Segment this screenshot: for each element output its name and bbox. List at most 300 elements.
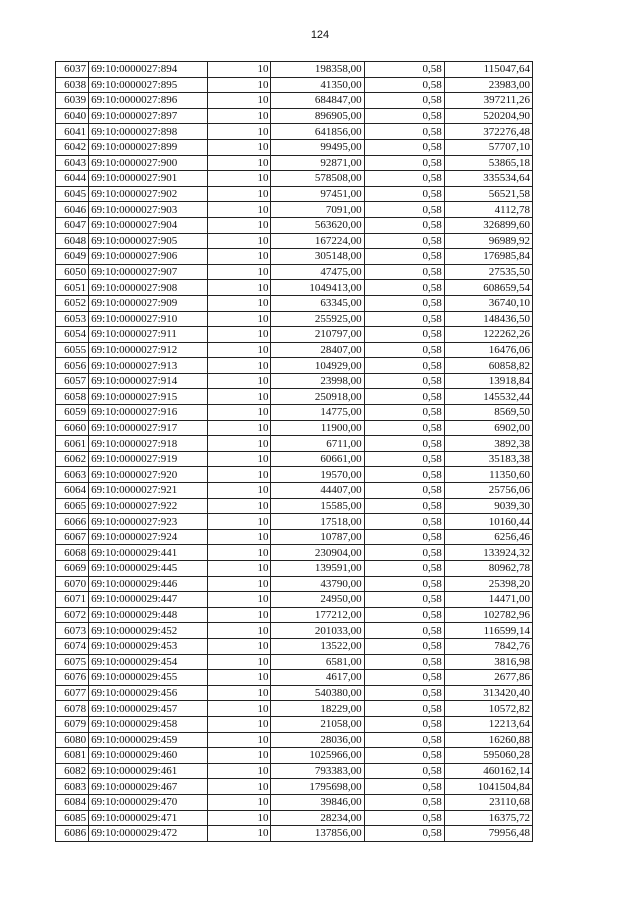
rate-cell: 10 [208, 779, 271, 795]
rate-cell: 10 [208, 483, 271, 499]
table-row [56, 327, 533, 343]
amount-cell: 116599,14 [444, 623, 532, 639]
rate-cell: 10 [208, 826, 271, 842]
rate-cell: 10 [208, 732, 271, 748]
rate-cell: 10 [208, 77, 271, 93]
row-number-cell: 6065 [56, 498, 89, 514]
coefficient-cell: 0,58 [364, 436, 444, 452]
rate-cell: 10 [208, 498, 271, 514]
coefficient-cell: 0,58 [364, 295, 444, 311]
rate-cell: 10 [208, 405, 271, 421]
rate-cell: 10 [208, 576, 271, 592]
amount-cell: 53865,18 [444, 155, 532, 171]
cadastral-value-cell: 28234,00 [271, 810, 364, 826]
coefficient-cell: 0,58 [364, 467, 444, 483]
table-row [56, 311, 533, 327]
cadastral-number-cell: 69:10:0000027:897 [89, 108, 208, 124]
cadastral-value-cell: 250918,00 [271, 389, 364, 405]
coefficient-cell: 0,58 [364, 342, 444, 358]
cadastral-number-cell: 69:10:0000027:922 [89, 498, 208, 514]
table-row [56, 529, 533, 545]
table-row [56, 62, 533, 78]
coefficient-cell: 0,58 [364, 280, 444, 296]
cadastral-value-cell: 540380,00 [271, 685, 364, 701]
table-row [56, 124, 533, 140]
table-row [56, 670, 533, 686]
rate-cell: 10 [208, 607, 271, 623]
amount-cell: 56521,58 [444, 186, 532, 202]
cadastral-number-cell: 69:10:0000029:445 [89, 561, 208, 577]
table-row [56, 545, 533, 561]
row-number-cell: 6049 [56, 249, 89, 265]
row-number-cell: 6059 [56, 405, 89, 421]
row-number-cell: 6051 [56, 280, 89, 296]
rate-cell: 10 [208, 389, 271, 405]
rate-cell: 10 [208, 561, 271, 577]
cadastral-number-cell: 69:10:0000029:446 [89, 576, 208, 592]
coefficient-cell: 0,58 [364, 607, 444, 623]
amount-cell: 7842,76 [444, 638, 532, 654]
table-row [56, 732, 533, 748]
coefficient-cell: 0,58 [364, 685, 444, 701]
amount-cell: 133924,32 [444, 545, 532, 561]
amount-cell: 1041504,84 [444, 779, 532, 795]
cadastral-number-cell: 69:10:0000027:919 [89, 451, 208, 467]
table-row [56, 763, 533, 779]
coefficient-cell: 0,58 [364, 420, 444, 436]
table-row [56, 389, 533, 405]
cadastral-number-cell: 69:10:0000027:901 [89, 171, 208, 187]
row-number-cell: 6054 [56, 327, 89, 343]
table-row [56, 249, 533, 265]
cadastral-value-cell: 60661,00 [271, 451, 364, 467]
cadastral-value-cell: 13522,00 [271, 638, 364, 654]
cadastral-number-cell: 69:10:0000029:461 [89, 763, 208, 779]
rate-cell: 10 [208, 592, 271, 608]
table-row [56, 217, 533, 233]
amount-cell: 25398,20 [444, 576, 532, 592]
rate-cell: 10 [208, 124, 271, 140]
table-row [56, 623, 533, 639]
table-row [56, 420, 533, 436]
row-number-cell: 6053 [56, 311, 89, 327]
coefficient-cell: 0,58 [364, 139, 444, 155]
row-number-cell: 6058 [56, 389, 89, 405]
row-number-cell: 6073 [56, 623, 89, 639]
rate-cell: 10 [208, 810, 271, 826]
cadastral-value-cell: 28036,00 [271, 732, 364, 748]
table-row [56, 264, 533, 280]
table-row [56, 139, 533, 155]
row-number-cell: 6085 [56, 810, 89, 826]
rate-cell: 10 [208, 62, 271, 78]
row-number-cell: 6072 [56, 607, 89, 623]
row-number-cell: 6060 [56, 420, 89, 436]
amount-cell: 14471,00 [444, 592, 532, 608]
rate-cell: 10 [208, 202, 271, 218]
rate-cell: 10 [208, 436, 271, 452]
cadastral-value-cell: 167224,00 [271, 233, 364, 249]
coefficient-cell: 0,58 [364, 654, 444, 670]
row-number-cell: 6044 [56, 171, 89, 187]
cadastral-number-cell: 69:10:0000029:471 [89, 810, 208, 826]
table-row [56, 514, 533, 530]
rate-cell: 10 [208, 233, 271, 249]
cadastral-value-cell: 63345,00 [271, 295, 364, 311]
table-row [56, 93, 533, 109]
table-row [56, 233, 533, 249]
table-row [56, 779, 533, 795]
cadastral-value-cell: 1025966,00 [271, 748, 364, 764]
amount-cell: 148436,50 [444, 311, 532, 327]
cadastral-value-cell: 7091,00 [271, 202, 364, 218]
cadastral-number-cell: 69:10:0000029:453 [89, 638, 208, 654]
cadastral-value-cell: 578508,00 [271, 171, 364, 187]
table-row [56, 280, 533, 296]
cadastral-value-cell: 198358,00 [271, 62, 364, 78]
amount-cell: 35183,38 [444, 451, 532, 467]
cadastral-value-cell: 44407,00 [271, 483, 364, 499]
amount-cell: 313420,40 [444, 685, 532, 701]
cadastral-number-cell: 69:10:0000029:452 [89, 623, 208, 639]
coefficient-cell: 0,58 [364, 249, 444, 265]
table-row [56, 498, 533, 514]
amount-cell: 460162,14 [444, 763, 532, 779]
cadastral-value-cell: 99495,00 [271, 139, 364, 155]
row-number-cell: 6047 [56, 217, 89, 233]
row-number-cell: 6062 [56, 451, 89, 467]
rate-cell: 10 [208, 670, 271, 686]
table-row [56, 467, 533, 483]
rate-cell: 10 [208, 529, 271, 545]
rate-cell: 10 [208, 280, 271, 296]
table-row [56, 576, 533, 592]
coefficient-cell: 0,58 [364, 810, 444, 826]
cadastral-value-cell: 6581,00 [271, 654, 364, 670]
table-row [56, 358, 533, 374]
amount-cell: 23110,68 [444, 794, 532, 810]
cadastral-number-cell: 69:10:0000027:902 [89, 186, 208, 202]
rate-cell: 10 [208, 186, 271, 202]
rate-cell: 10 [208, 451, 271, 467]
table-row [56, 794, 533, 810]
cadastral-number-cell: 69:10:0000027:913 [89, 358, 208, 374]
table-row [56, 607, 533, 623]
cadastral-number-cell: 69:10:0000027:912 [89, 342, 208, 358]
cadastral-value-cell: 47475,00 [271, 264, 364, 280]
rate-cell: 10 [208, 139, 271, 155]
cadastral-value-cell: 14775,00 [271, 405, 364, 421]
row-number-cell: 6045 [56, 186, 89, 202]
cadastral-value-cell: 139591,00 [271, 561, 364, 577]
table-row [56, 561, 533, 577]
cadastral-value-cell: 137856,00 [271, 826, 364, 842]
amount-cell: 102782,96 [444, 607, 532, 623]
cadastral-number-cell: 69:10:0000029:472 [89, 826, 208, 842]
cadastral-number-cell: 69:10:0000027:896 [89, 93, 208, 109]
coefficient-cell: 0,58 [364, 592, 444, 608]
table-row [56, 592, 533, 608]
cadastral-value-cell: 11900,00 [271, 420, 364, 436]
rate-cell: 10 [208, 249, 271, 265]
amount-cell: 397211,26 [444, 93, 532, 109]
cadastral-number-cell: 69:10:0000029:460 [89, 748, 208, 764]
cadastral-value-cell: 305148,00 [271, 249, 364, 265]
cadastral-number-cell: 69:10:0000027:920 [89, 467, 208, 483]
registry-table [55, 61, 533, 842]
row-number-cell: 6043 [56, 155, 89, 171]
table-row [56, 373, 533, 389]
cadastral-value-cell: 15585,00 [271, 498, 364, 514]
cadastral-number-cell: 69:10:0000027:906 [89, 249, 208, 265]
coefficient-cell: 0,58 [364, 389, 444, 405]
amount-cell: 16375,72 [444, 810, 532, 826]
amount-cell: 80962,78 [444, 561, 532, 577]
cadastral-value-cell: 201033,00 [271, 623, 364, 639]
coefficient-cell: 0,58 [364, 529, 444, 545]
rate-cell: 10 [208, 701, 271, 717]
rate-cell: 10 [208, 420, 271, 436]
row-number-cell: 6050 [56, 264, 89, 280]
table-row [56, 202, 533, 218]
coefficient-cell: 0,58 [364, 264, 444, 280]
cadastral-number-cell: 69:10:0000029:448 [89, 607, 208, 623]
row-number-cell: 6061 [56, 436, 89, 452]
row-number-cell: 6081 [56, 748, 89, 764]
row-number-cell: 6066 [56, 514, 89, 530]
amount-cell: 23983,00 [444, 77, 532, 93]
coefficient-cell: 0,58 [364, 217, 444, 233]
table-row [56, 295, 533, 311]
amount-cell: 145532,44 [444, 389, 532, 405]
table-row [56, 638, 533, 654]
amount-cell: 12213,64 [444, 716, 532, 732]
cadastral-value-cell: 104929,00 [271, 358, 364, 374]
amount-cell: 10160,44 [444, 514, 532, 530]
amount-cell: 16260,88 [444, 732, 532, 748]
amount-cell: 115047,64 [444, 62, 532, 78]
coefficient-cell: 0,58 [364, 233, 444, 249]
coefficient-cell: 0,58 [364, 62, 444, 78]
cadastral-number-cell: 69:10:0000027:908 [89, 280, 208, 296]
cadastral-value-cell: 92871,00 [271, 155, 364, 171]
cadastral-number-cell: 69:10:0000027:924 [89, 529, 208, 545]
cadastral-number-cell: 69:10:0000029:457 [89, 701, 208, 717]
rate-cell: 10 [208, 748, 271, 764]
coefficient-cell: 0,58 [364, 498, 444, 514]
table-row [56, 155, 533, 171]
cadastral-number-cell: 69:10:0000027:910 [89, 311, 208, 327]
coefficient-cell: 0,58 [364, 638, 444, 654]
row-number-cell: 6070 [56, 576, 89, 592]
coefficient-cell: 0,58 [364, 748, 444, 764]
cadastral-number-cell: 69:10:0000027:899 [89, 139, 208, 155]
table-row [56, 654, 533, 670]
rate-cell: 10 [208, 623, 271, 639]
cadastral-value-cell: 177212,00 [271, 607, 364, 623]
row-number-cell: 6071 [56, 592, 89, 608]
row-number-cell: 6040 [56, 108, 89, 124]
table-row [56, 810, 533, 826]
amount-cell: 4112,78 [444, 202, 532, 218]
coefficient-cell: 0,58 [364, 576, 444, 592]
amount-cell: 27535,50 [444, 264, 532, 280]
amount-cell: 326899,60 [444, 217, 532, 233]
row-number-cell: 6048 [56, 233, 89, 249]
cadastral-value-cell: 19570,00 [271, 467, 364, 483]
cadastral-value-cell: 10787,00 [271, 529, 364, 545]
rate-cell: 10 [208, 763, 271, 779]
coefficient-cell: 0,58 [364, 716, 444, 732]
cadastral-value-cell: 793383,00 [271, 763, 364, 779]
cadastral-number-cell: 69:10:0000027:895 [89, 77, 208, 93]
coefficient-cell: 0,58 [364, 124, 444, 140]
rate-cell: 10 [208, 311, 271, 327]
amount-cell: 8569,50 [444, 405, 532, 421]
coefficient-cell: 0,58 [364, 373, 444, 389]
cadastral-value-cell: 896905,00 [271, 108, 364, 124]
rate-cell: 10 [208, 264, 271, 280]
cadastral-number-cell: 69:10:0000027:905 [89, 233, 208, 249]
cadastral-value-cell: 6711,00 [271, 436, 364, 452]
row-number-cell: 6084 [56, 794, 89, 810]
coefficient-cell: 0,58 [364, 545, 444, 561]
amount-cell: 2677,86 [444, 670, 532, 686]
table-row [56, 186, 533, 202]
page-number: 124 [310, 29, 330, 41]
coefficient-cell: 0,58 [364, 451, 444, 467]
row-number-cell: 6041 [56, 124, 89, 140]
cadastral-number-cell: 69:10:0000029:470 [89, 794, 208, 810]
cadastral-number-cell: 69:10:0000027:915 [89, 389, 208, 405]
cadastral-value-cell: 255925,00 [271, 311, 364, 327]
amount-cell: 60858,82 [444, 358, 532, 374]
rate-cell: 10 [208, 794, 271, 810]
row-number-cell: 6037 [56, 62, 89, 78]
amount-cell: 122262,26 [444, 327, 532, 343]
amount-cell: 11350,60 [444, 467, 532, 483]
cadastral-value-cell: 210797,00 [271, 327, 364, 343]
coefficient-cell: 0,58 [364, 826, 444, 842]
rate-cell: 10 [208, 295, 271, 311]
amount-cell: 96989,92 [444, 233, 532, 249]
amount-cell: 520204,90 [444, 108, 532, 124]
coefficient-cell: 0,58 [364, 202, 444, 218]
coefficient-cell: 0,58 [364, 514, 444, 530]
rate-cell: 10 [208, 108, 271, 124]
amount-cell: 25756,06 [444, 483, 532, 499]
cadastral-number-cell: 69:10:0000029:458 [89, 716, 208, 732]
amount-cell: 9039,30 [444, 498, 532, 514]
rate-cell: 10 [208, 654, 271, 670]
amount-cell: 36740,10 [444, 295, 532, 311]
amount-cell: 176985,84 [444, 249, 532, 265]
cadastral-value-cell: 41350,00 [271, 77, 364, 93]
coefficient-cell: 0,58 [364, 171, 444, 187]
cadastral-number-cell: 69:10:0000027:903 [89, 202, 208, 218]
cadastral-number-cell: 69:10:0000029:456 [89, 685, 208, 701]
cadastral-value-cell: 563620,00 [271, 217, 364, 233]
coefficient-cell: 0,58 [364, 327, 444, 343]
row-number-cell: 6076 [56, 670, 89, 686]
row-number-cell: 6064 [56, 483, 89, 499]
coefficient-cell: 0,58 [364, 77, 444, 93]
coefficient-cell: 0,58 [364, 701, 444, 717]
row-number-cell: 6082 [56, 763, 89, 779]
row-number-cell: 6075 [56, 654, 89, 670]
cadastral-number-cell: 69:10:0000027:898 [89, 124, 208, 140]
rate-cell: 10 [208, 685, 271, 701]
table-row [56, 826, 533, 842]
rate-cell: 10 [208, 171, 271, 187]
row-number-cell: 6077 [56, 685, 89, 701]
coefficient-cell: 0,58 [364, 623, 444, 639]
cadastral-value-cell: 641856,00 [271, 124, 364, 140]
cadastral-number-cell: 69:10:0000029:459 [89, 732, 208, 748]
amount-cell: 79956,48 [444, 826, 532, 842]
cadastral-value-cell: 24950,00 [271, 592, 364, 608]
cadastral-number-cell: 69:10:0000027:918 [89, 436, 208, 452]
cadastral-value-cell: 97451,00 [271, 186, 364, 202]
table-row [56, 483, 533, 499]
cadastral-number-cell: 69:10:0000029:454 [89, 654, 208, 670]
cadastral-number-cell: 69:10:0000029:455 [89, 670, 208, 686]
row-number-cell: 6067 [56, 529, 89, 545]
coefficient-cell: 0,58 [364, 155, 444, 171]
row-number-cell: 6063 [56, 467, 89, 483]
table-row [56, 748, 533, 764]
cadastral-number-cell: 69:10:0000027:916 [89, 405, 208, 421]
rate-cell: 10 [208, 467, 271, 483]
table-row [56, 405, 533, 421]
coefficient-cell: 0,58 [364, 483, 444, 499]
cadastral-number-cell: 69:10:0000027:921 [89, 483, 208, 499]
row-number-cell: 6080 [56, 732, 89, 748]
amount-cell: 372276,48 [444, 124, 532, 140]
row-number-cell: 6083 [56, 779, 89, 795]
cadastral-value-cell: 230904,00 [271, 545, 364, 561]
coefficient-cell: 0,58 [364, 670, 444, 686]
coefficient-cell: 0,58 [364, 779, 444, 795]
cadastral-number-cell: 69:10:0000027:900 [89, 155, 208, 171]
cadastral-number-cell: 69:10:0000027:904 [89, 217, 208, 233]
cadastral-value-cell: 23998,00 [271, 373, 364, 389]
row-number-cell: 6057 [56, 373, 89, 389]
cadastral-value-cell: 684847,00 [271, 93, 364, 109]
row-number-cell: 6046 [56, 202, 89, 218]
table-row [56, 451, 533, 467]
table-row [56, 171, 533, 187]
rate-cell: 10 [208, 373, 271, 389]
cadastral-number-cell: 69:10:0000027:911 [89, 327, 208, 343]
rate-cell: 10 [208, 342, 271, 358]
row-number-cell: 6086 [56, 826, 89, 842]
cadastral-number-cell: 69:10:0000029:441 [89, 545, 208, 561]
row-number-cell: 6038 [56, 77, 89, 93]
row-number-cell: 6074 [56, 638, 89, 654]
row-number-cell: 6069 [56, 561, 89, 577]
cadastral-value-cell: 1049413,00 [271, 280, 364, 296]
cadastral-number-cell: 69:10:0000027:907 [89, 264, 208, 280]
registry-table-body [56, 62, 533, 842]
row-number-cell: 6055 [56, 342, 89, 358]
amount-cell: 3816,98 [444, 654, 532, 670]
cadastral-value-cell: 4617,00 [271, 670, 364, 686]
amount-cell: 595060,28 [444, 748, 532, 764]
coefficient-cell: 0,58 [364, 186, 444, 202]
cadastral-value-cell: 43790,00 [271, 576, 364, 592]
cadastral-value-cell: 21058,00 [271, 716, 364, 732]
